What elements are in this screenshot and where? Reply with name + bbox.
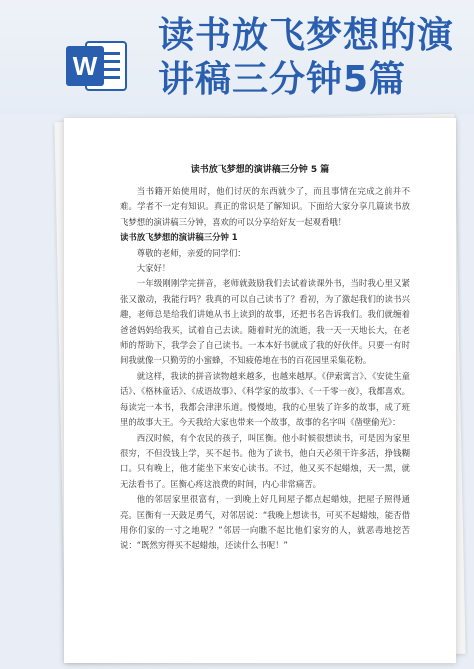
word-document-icon: [64, 38, 130, 94]
salutation: 尊敬的老师，亲爱的同学们：: [136, 247, 246, 258]
banner-title-line-2: 讲稿三分钟5篇: [158, 59, 407, 100]
body-paragraph: 一年级刚刚学完拼音，老师就鼓励我们去试着读课外书，当时我心里又紧张又激动，我能行吗？我真的可以自己读书了？看初，为了激起我们的读书兴趣，老师总是给我们讲她从书上读到的故事，还把书名告诉我们。我们就缠着爸爸妈妈给我买，试着自己去读。随着时光的流逝，我一天一天地长大，在老师的帮助下，我学会了自己读书。一本本好书就成了我的好伙伴。只要一有时间我就像一只勤劳的小蜜蜂，不知疲倦地在书的百花园里采集花粉。: [120, 278, 410, 366]
header-banner: [0, 0, 474, 115]
body-paragraph: 就这样，我读的拼音读物越来越多，也越来越厚。《伊索寓言》、《安徒生童话》、《格林童话》、《成语故事》、《科学家的故事》、《一千零一夜》，我都喜欢。每读完一本书，我都会津津乐道。慢慢地，我的心里装了许多的故事，成了班里的故事大王。今天我给大家也带来一个故事，故事的名字叫《凿壁偷光》：: [120, 370, 410, 428]
document-title: 读书放飞梦想的演讲稿三分钟 5 篇: [190, 165, 330, 175]
banner-title: [158, 14, 468, 102]
greeting: 大家好！: [136, 263, 171, 274]
document-body: [120, 184, 410, 554]
body-paragraph: 西汉时候，有个农民的孩子，叫匡衡。他小时候很想读书，可是因为家里很穷，不但没钱上学，买不起书。他为了读书，他白天必须干许多活，挣钱糊口。只有晚上，他才能坐下来安心读书。不过，他又买不起蜡烛，天一黑，就无法看书了。匡衡心疼这浪费的时间，内心非常痛苦。: [120, 432, 410, 489]
intro-paragraph: 当书籍开始使用时，他们讨厌的东西就少了，而且事情在完成之前并不难。学者不一定有知识。真正的常识是了解知识。下面给大家分享几篇读书放飞梦想的演讲稿三分钟，喜欢的可以分享给好友一起观看哦！: [120, 186, 410, 227]
body-paragraph: 他的邻居家里很富有，一到晚上好几间屋子都点起蜡烛，把屋子照得通亮。匡衡有一天鼓足勇气，对邻居说：“我晚上想读书，可买不起蜡烛，能否借用你们家的一寸之地呢？”邻居一向瞧不起比他们家穷的人，就恶毒地挖苦说：“既然穷得买不起蜡烛，还读什么书呢！”: [120, 494, 410, 551]
document-page: [64, 118, 456, 663]
section-heading: 读书放飞梦想的演讲稿三分钟 1: [120, 232, 238, 243]
logo-letter: W: [72, 51, 98, 81]
banner-title-line-1: 读书放飞梦想的演: [158, 15, 455, 56]
